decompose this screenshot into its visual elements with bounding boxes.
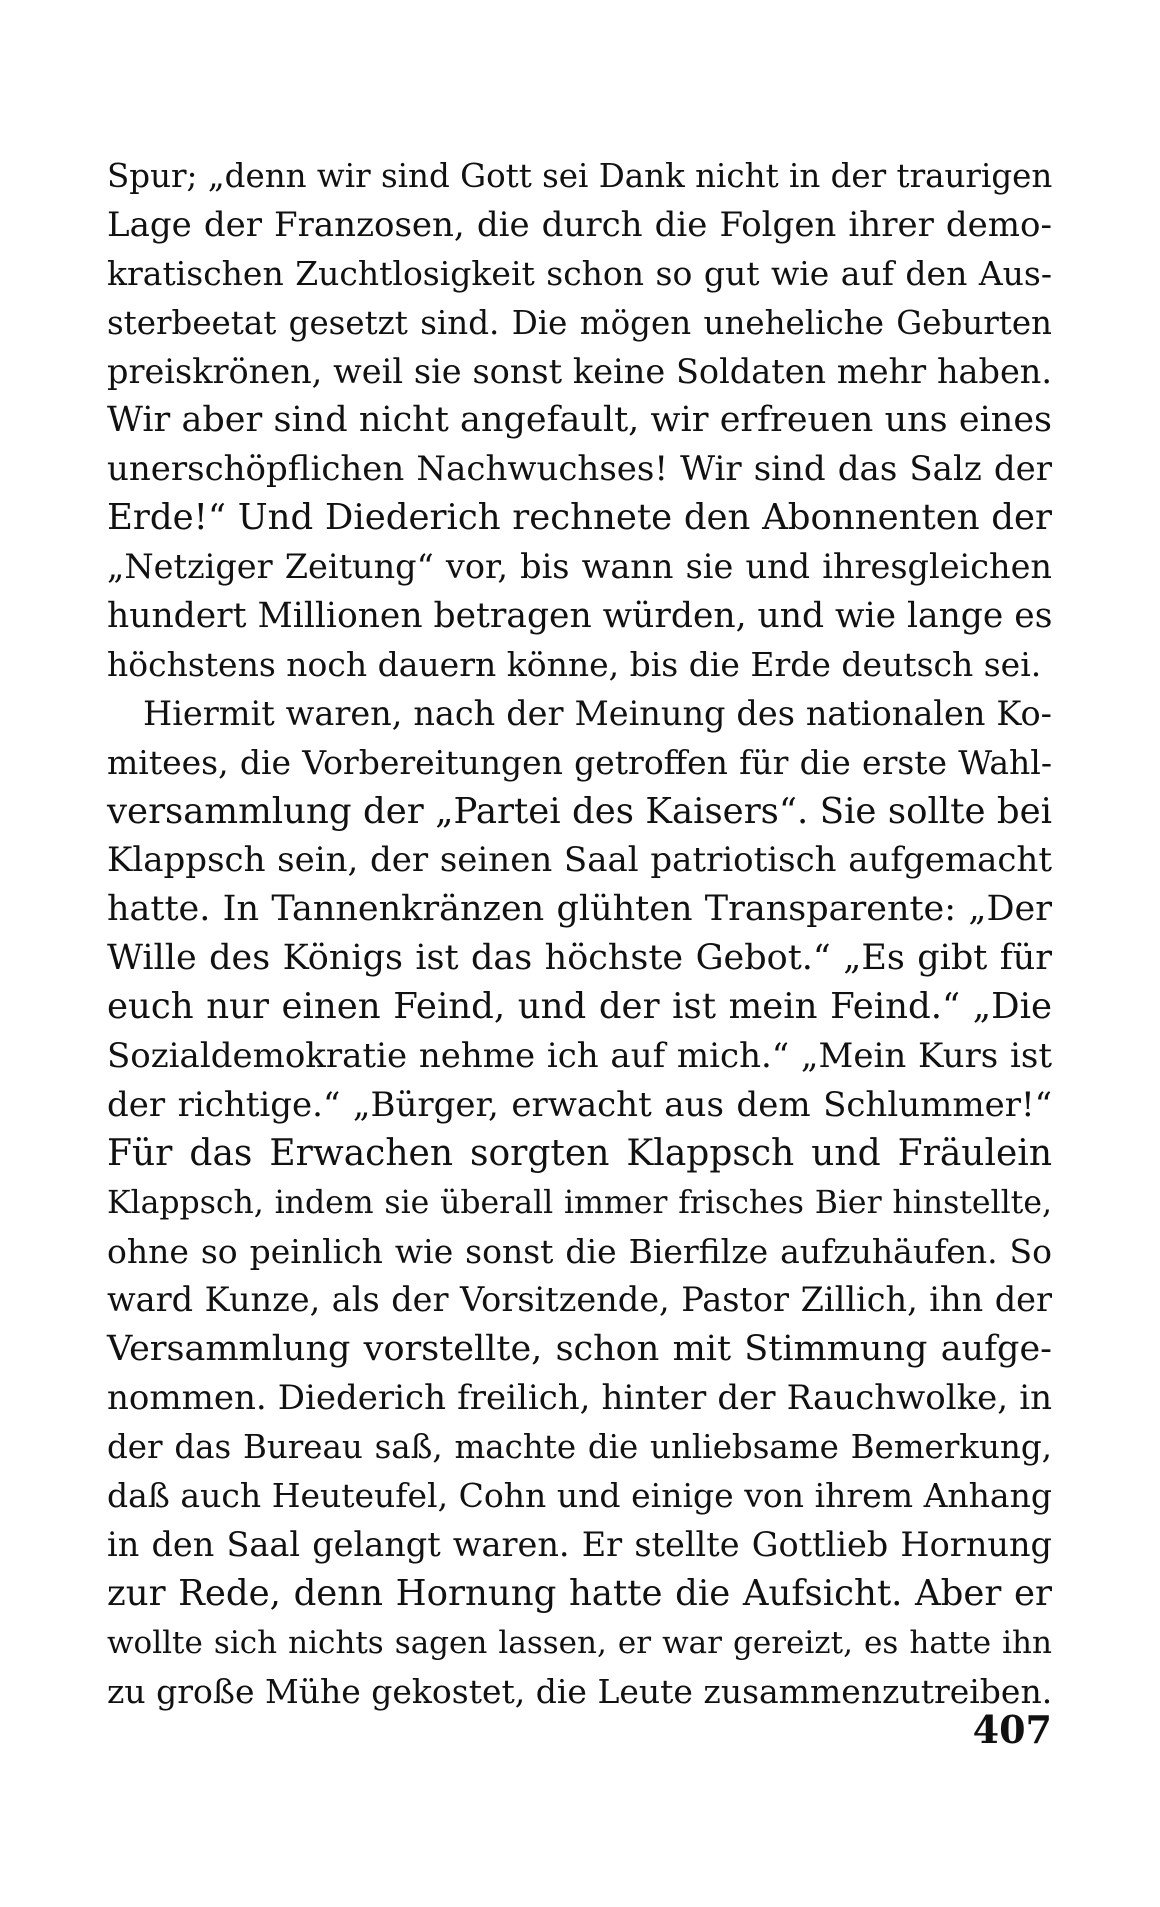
page-number: 407 (972, 1707, 1052, 1752)
text-line: kratischen Zuchtlosigkeit schon so gut wie auf den Aus- (107, 253, 1052, 293)
text-line: nommen. Diederich freilich, hinter der Rauchwolke, in (107, 1378, 1052, 1419)
text-line: wollte sich nichts sagen lassen, er war gereizt, es hatte ihn (107, 1624, 1052, 1661)
text-line: Erde!“ Und Diederich rechnete den Abonnenten der (107, 497, 1052, 539)
text-line: hundert Millionen betragen würden, und wie lange es (107, 596, 1053, 637)
paragraph-start-line: Hiermit waren, nach der Meinung des nationalen Ko- (143, 693, 1052, 733)
text-line: Wille des Königs ist das höchste Gebot.“ „Es gibt für (107, 938, 1052, 979)
paragraph-end-line: höchstens noch dauern könne, bis die Erde deutsch sei. (107, 644, 1042, 684)
text-line: der das Bureau saß, machte die unliebsame Bemerkung, (107, 1428, 1052, 1467)
text-line: zu große Mühe gekostet, die Leute zusammenzutreiben. (107, 1671, 1053, 1711)
text-line: daß auch Heuteufel, Cohn und einige von ihrem Anhang (107, 1476, 1052, 1516)
text-line: unerschöpflichen Nachwuchses! Wir sind das Salz der (107, 449, 1052, 490)
text-line: der richtige.“ „Bürger, erwacht aus dem Schlummer!“ (107, 1084, 1052, 1125)
text-line: in den Saal gelangt waren. Er stellte Gottlieb Hornung (107, 1524, 1052, 1564)
body-text (107, 152, 1052, 1717)
text-line: ohne so peinlich wie sonst die Bierfilze aufzuhäufen. So (107, 1231, 1052, 1271)
text-line: Klappsch, indem sie überall immer frisches Bier hinstellte, (107, 1184, 1052, 1221)
text-line: Sozialdemokratie nehme ich auf mich.“ „Mein Kurs ist (107, 1036, 1052, 1077)
text-line: euch nur einen Feind, und der ist mein Feind.“ „Die (107, 986, 1052, 1028)
text-line: ward Kunze, als der Vorsitzende, Pastor Zillich, ihn der (107, 1280, 1052, 1320)
text-line: preiskrönen, weil sie sonst keine Soldaten mehr haben. (107, 351, 1052, 391)
text-line: Klappsch sein, der seinen Saal patriotisch aufgemacht (107, 840, 1052, 881)
text-line: mitees, die Vorbereitungen getroffen für die erste Wahl- (107, 742, 1052, 782)
text-line: Wir aber sind nicht angefault, wir erfreuen uns eines (107, 400, 1052, 441)
text-line: „Netziger Zeitung“ vor, bis wann sie und ihresgleichen (107, 547, 1052, 587)
text-line: zur Rede, denn Hornung hatte die Aufsicht. Aber er (107, 1572, 1052, 1614)
text-line: hatte. In Tannenkränzen glühten Transparente: „Der (107, 889, 1052, 930)
text-line: Lage der Franzosen, die durch die Folgen ihrer demo- (107, 204, 1052, 245)
text-line: Für das Erwachen sorgten Klappsch und Fräulein (107, 1132, 1052, 1174)
text-line: sterbeetat gesetzt sind. Die mögen uneheliche Geburten (107, 303, 1052, 342)
text-line: Spur; „denn wir sind Gott sei Dank nicht in der traurigen (107, 157, 1053, 195)
text-line: Versammlung vorstellte, schon mit Stimmung aufge- (107, 1329, 1052, 1370)
text-line: versammlung der „Partei des Kaisers“. Sie sollte bei (107, 790, 1052, 832)
